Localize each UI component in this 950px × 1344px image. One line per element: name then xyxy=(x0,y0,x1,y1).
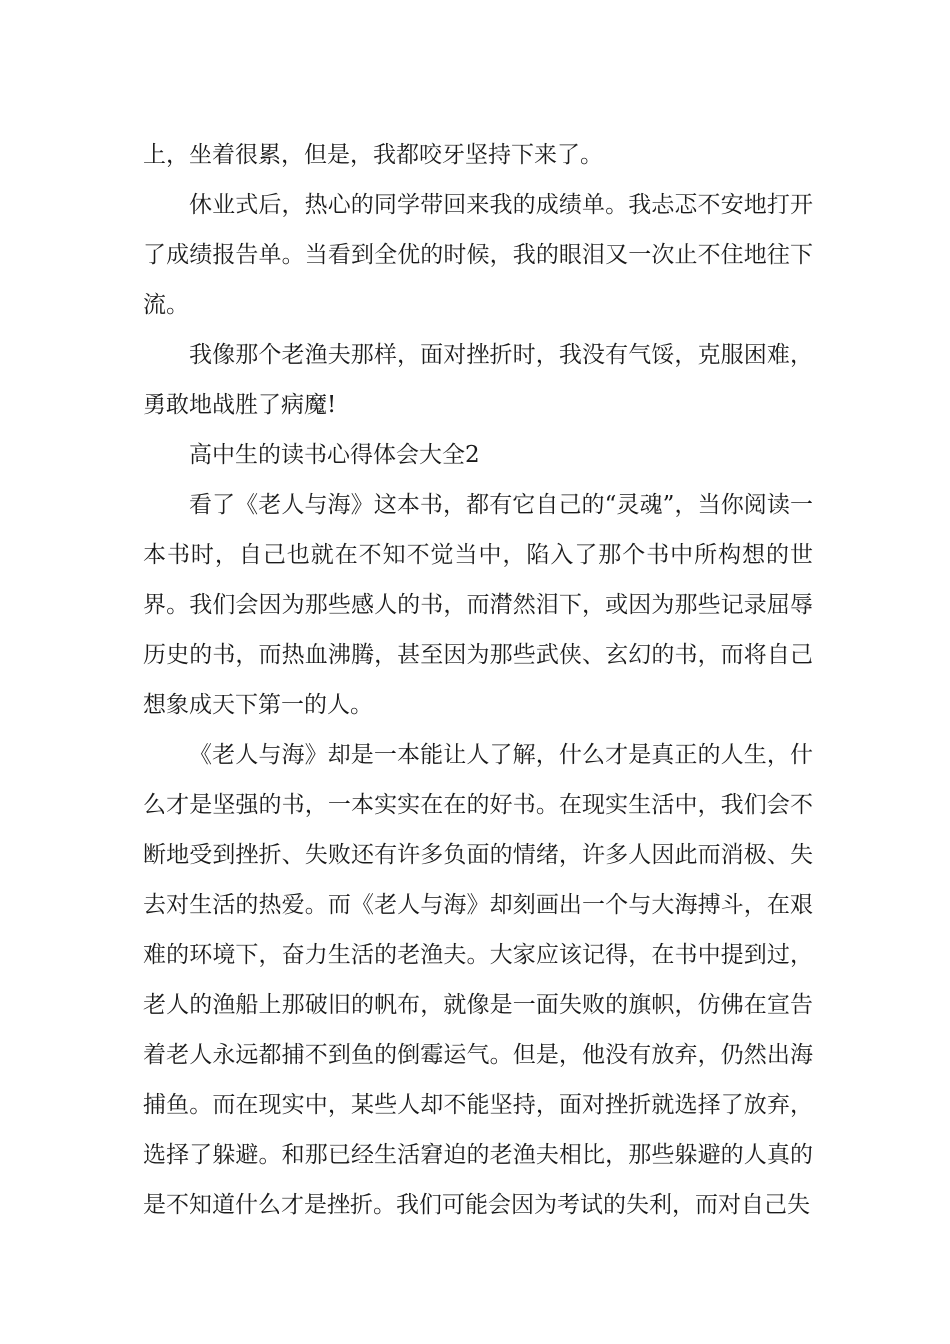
paragraph-book-soul: 看了《老人与海》这本书，都有它自己的“灵魂”，当你阅读一本书时，自己也就在不知不觉当中，陷入了那个书中所构想的世界。我们会因为那些感人的书，而潸然泪下，或因为那些记录屈辱历史的书，而热血沸腾，甚至因为那些武侠、玄幻的书，而将自己想象成天下第一的人。 xyxy=(143,492,813,718)
paragraph-report-card: 休业式后，热心的同学带回来我的成绩单。我忐忑不安地打开了成绩报告单。当看到全优的时候，我的眼泪又一次止不住地往下流。 xyxy=(143,192,813,318)
document-body xyxy=(143,130,813,1230)
section-heading: 高中生的读书心得体会大全2 xyxy=(189,442,480,468)
paragraph-continuation: 上，坐着很累，但是，我都咬牙坚持下来了。 xyxy=(143,142,603,168)
paragraph-old-fisherman: 我像那个老渔夫那样，面对挫折时，我没有气馁，克服困难，勇敢地战胜了病魔! xyxy=(143,342,813,418)
paragraph-old-man-and-sea: 《老人与海》却是一本能让人了解，什么才是真正的人生，什么才是坚强的书，一本实实在在的好书。在现实生活中，我们会不断地受到挫折、失败还有许多负面的情绪，许多人因此而消极、失去对生活的热爱。而《老人与海》却刻画出一个与大海搏斗，在艰难的环境下，奋力生活的老渔夫。大家应该记得，在书中提到过，老人的渔船上那破旧的帆布，就像是一面失败的旗帜，仿佛在宣告着老人永远都捕不到鱼的倒霉运气。但是，他没有放弃，仍然出海捕鱼。而在现实中，某些人却不能坚持，面对挫折就选择了放弃，选择了躲避。和那已经生活窘迫的老渔夫相比，那些躲避的人真的是不知道什么才是挫折。我们可能会因为考试的失利，而对自己失 xyxy=(143,742,813,1218)
